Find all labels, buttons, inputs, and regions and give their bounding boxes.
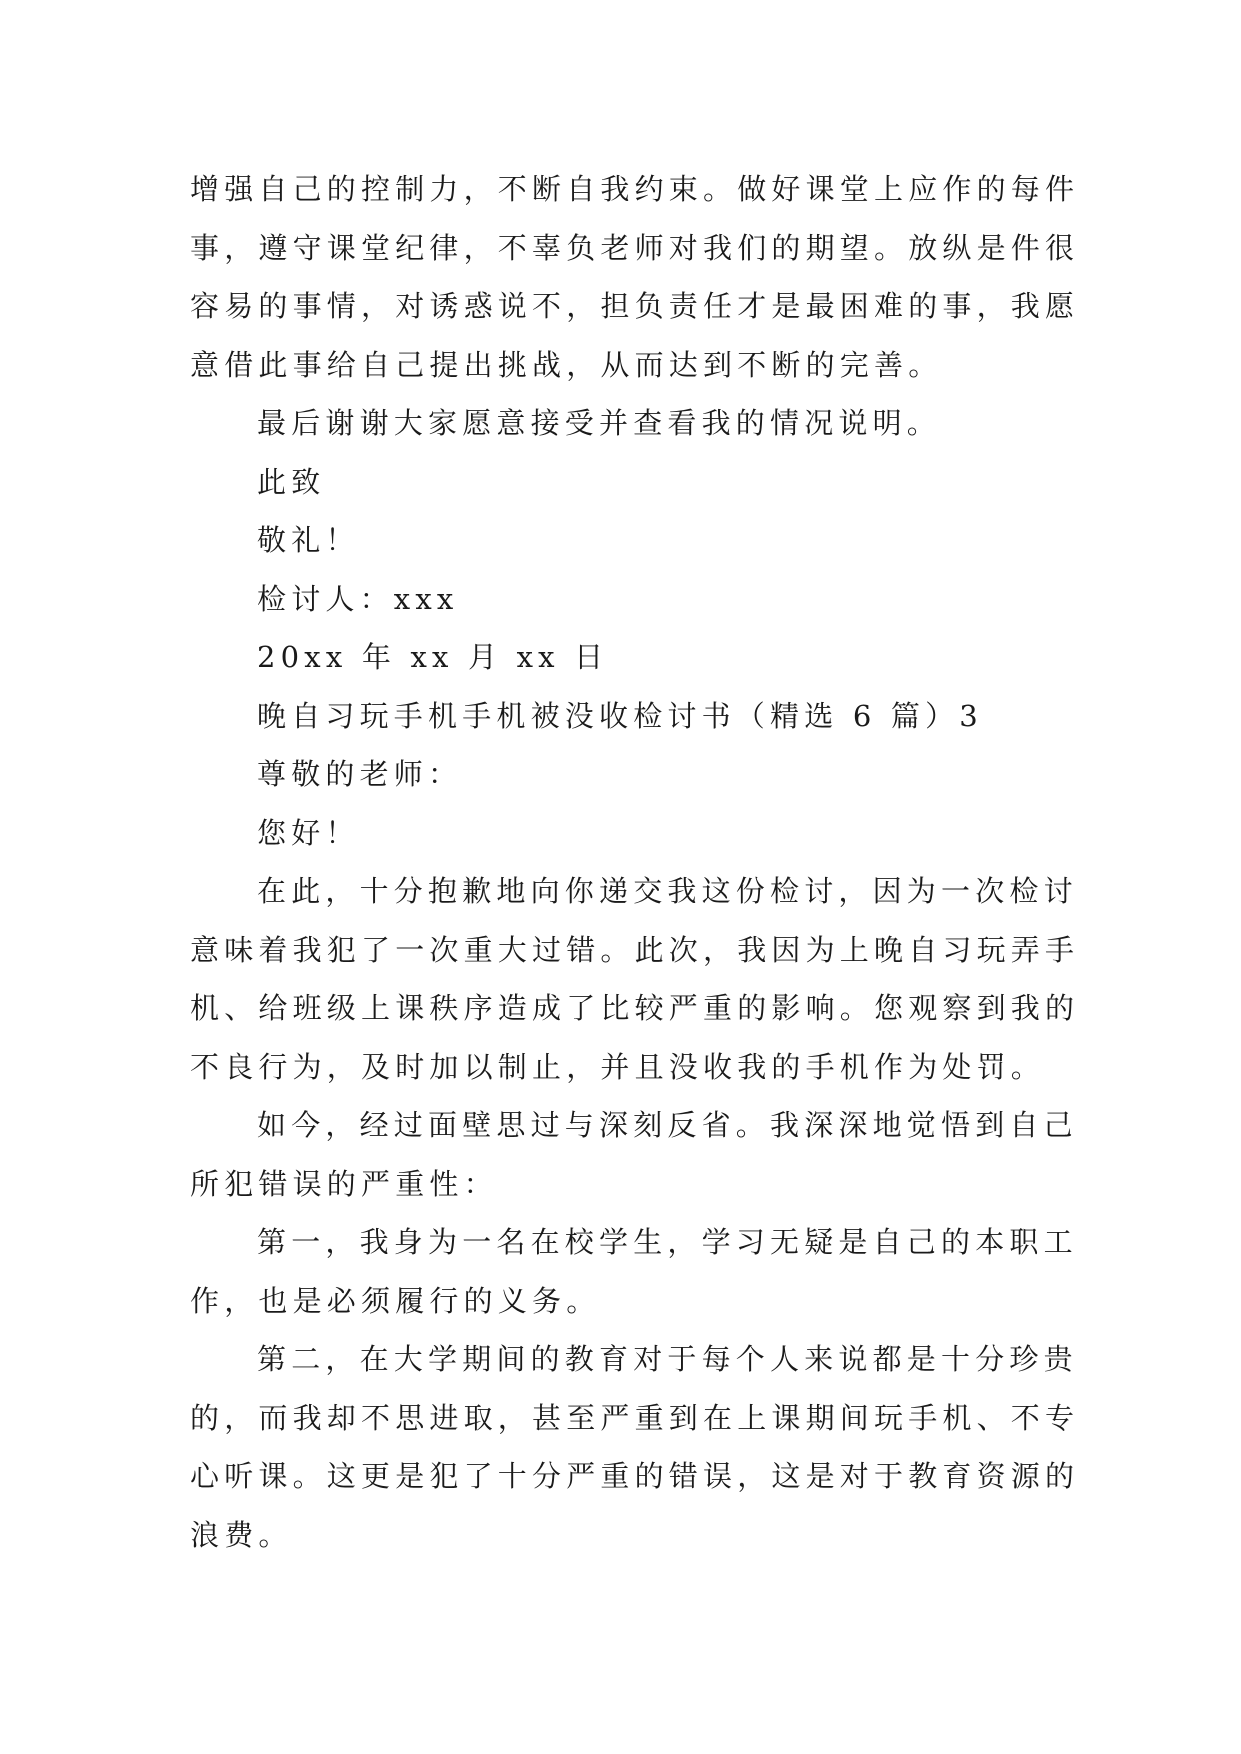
text-line: 不良行为，及时加以制止，并且没收我的手机作为处罚。 [190,1049,1046,1084]
text-line: 所犯错误的严重性： [190,1166,498,1201]
section-title: 晚自习玩手机手机被没收检讨书（精选 6 篇）3 [257,698,983,733]
paragraph-start: 在此，十分抱歉地向你递交我这份检讨，因为一次检讨 [257,874,1078,908]
paragraph-start: 第一，我身为一名在校学生，学习无疑是自己的本职工 [257,1225,1078,1259]
text-line: 意借此事给自己提出挑战，从而达到不断的完善。 [190,347,943,382]
greeting-recipient: 尊敬的老师： [257,757,463,791]
signature-line: 检讨人：xxx [257,581,459,616]
paragraph-start: 第二，在大学期间的教育对于每个人来说都是十分珍贵 [257,1342,1078,1376]
paragraph-start: 如今，经过面壁思过与深刻反省。我深深地觉悟到自己 [257,1108,1078,1142]
text-line: 容易的事情，对诱惑说不，担负责任才是最困难的事，我愿 [190,289,1080,323]
salutation-closing: 此致 [257,464,326,499]
closing-thanks: 最后谢谢大家愿意接受并查看我的情况说明。 [257,406,942,440]
text-line: 意味着我犯了一次重大过错。此次，我因为上晚自习玩弄手 [190,932,1080,967]
date-line: 20xx 年 xx 月 xx 日 [257,640,609,674]
text-line: 事，遵守课堂纪律，不辜负老师对我们的期望。放纵是件很 [190,230,1080,265]
salutation-regards: 敬礼！ [257,523,360,557]
greeting-hello: 您好！ [257,815,360,850]
text-line: 心听课。这更是犯了十分严重的错误，这是对于教育资源的 [190,1459,1080,1493]
text-line: 作，也是必须履行的义务。 [190,1283,601,1318]
document-page [190,160,1080,1564]
text-line: 增强自己的控制力，不断自我约束。做好课堂上应作的每件 [190,172,1080,206]
text-line: 浪费。 [190,1517,293,1552]
text-line: 的，而我却不思进取，甚至严重到在上课期间玩手机、不专 [190,1400,1080,1435]
text-line: 机、给班级上课秩序造成了比较严重的影响。您观察到我的 [190,991,1080,1025]
